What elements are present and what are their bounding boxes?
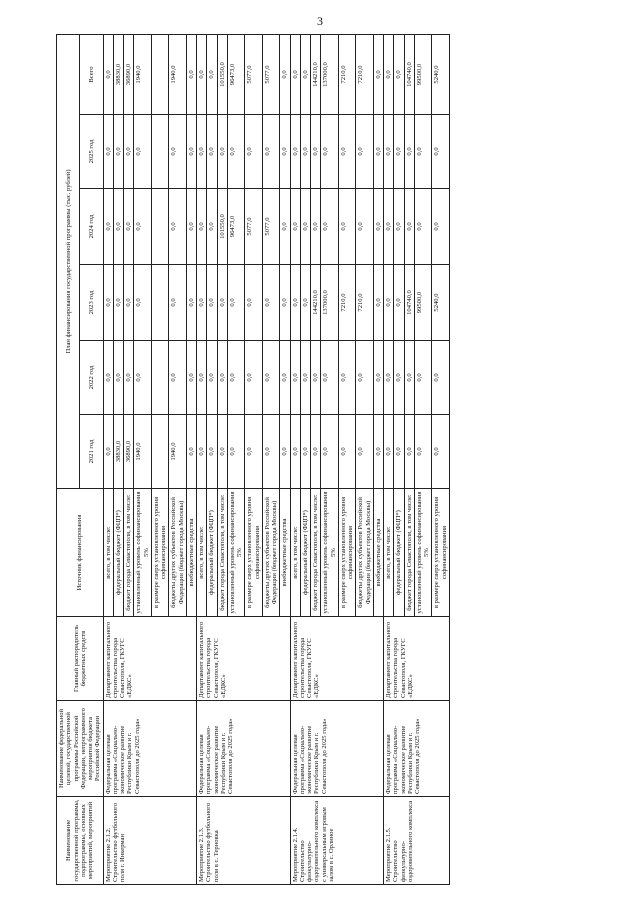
year-value: 0,0 [186, 415, 196, 489]
year-value: 0,0 [245, 341, 263, 415]
year-value: 0,0 [169, 115, 187, 189]
year-value: 0,0 [394, 115, 404, 189]
year-value: 0,0 [124, 341, 134, 415]
total-value: 104740,0 [404, 35, 414, 115]
year-value: 0,0 [186, 265, 196, 341]
financing-source: бюджет города Севастополя, в том числе: [217, 489, 227, 617]
year-value: 0,0 [124, 265, 134, 341]
year-value: 0,0 [404, 189, 414, 265]
financing-source: в размере сверх установленного уровня софинансирования [245, 489, 263, 617]
federal-program: Федеральная целевая программа «Социально-экономическое развитие Республики Крым и г. Севастополя до 2025 года» [103, 701, 197, 797]
year-value: 0,0 [404, 341, 414, 415]
table-header-row [57, 35, 80, 885]
measure-name: Мероприятие 2.1.5. Строительство физкультурно-оздоровительного комплекса [384, 797, 450, 885]
year-value: 0,0 [384, 115, 394, 189]
year-value: 0,0 [103, 341, 113, 415]
year-value [151, 189, 169, 265]
year-value: 0,0 [290, 115, 300, 189]
year-value: 0,0 [113, 265, 123, 341]
year-value: 0,0 [103, 265, 113, 341]
year-value: 7210,0 [338, 265, 356, 341]
measure-name: Мероприятие 2.1.4. Строительство физкультурно-оздоровительного комплекса с универсальным игровым залом в с. Орлиное [290, 797, 384, 885]
year-value: 0,0 [262, 265, 280, 341]
year-value [151, 115, 169, 189]
year-value: 0,0 [394, 341, 404, 415]
year-value: 0,0 [300, 415, 310, 489]
year-value: 0,0 [290, 265, 300, 341]
total-value: 38830,0 [113, 35, 123, 115]
year-value: 0,0 [207, 341, 217, 415]
year-value: 0,0 [103, 415, 113, 489]
year-value: 0,0 [338, 115, 356, 189]
year-value: 0,0 [321, 189, 339, 265]
financing-source: всего, в том числе: [197, 489, 207, 617]
year-value: 0,0 [280, 415, 290, 489]
year-value: 0,0 [414, 115, 432, 189]
year-value: 0,0 [103, 189, 113, 265]
year-value: 0,0 [134, 115, 152, 189]
total-value: 0,0 [197, 35, 207, 115]
header-financing-plan: План финансирования государственной программы (тыс. рублей) [57, 35, 80, 489]
year-value: 0,0 [262, 115, 280, 189]
total-value: 1940,0 [134, 35, 152, 115]
year-value: 0,0 [245, 115, 263, 189]
year-value: 0,0 [311, 115, 321, 189]
financing-source: в размере сверх установленного уровня софинансирования [432, 489, 450, 617]
year-value: 0,0 [134, 341, 152, 415]
year-value: 0,0 [432, 189, 450, 265]
page-number: 3 [317, 14, 323, 28]
financing-source: всего, в том числе: [384, 489, 394, 617]
total-value: 96473,0 [227, 35, 245, 115]
year-value: 0,0 [321, 115, 339, 189]
financing-source: установленный уровень софинансирования 5% [134, 489, 152, 617]
year-value: 0,0 [394, 265, 404, 341]
year-value: 0,0 [186, 115, 196, 189]
year-value: 36890,0 [124, 415, 134, 489]
year-value: 0,0 [227, 415, 245, 489]
total-value: 0,0 [394, 35, 404, 115]
financing-source: федеральный бюджет (ФЦП*) [113, 489, 123, 617]
financing-source: в размере сверх установленного уровня софинансирования [338, 489, 356, 617]
total-value: 5240,0 [432, 35, 450, 115]
year-value [151, 415, 169, 489]
year-value: 0,0 [227, 341, 245, 415]
year-value: 0,0 [290, 189, 300, 265]
total-value: 0,0 [207, 35, 217, 115]
year-value: 0,0 [113, 341, 123, 415]
year-value: 0,0 [217, 265, 227, 341]
year-value: 0,0 [280, 341, 290, 415]
year-value: 0,0 [280, 189, 290, 265]
financing-table-sheet [56, 35, 626, 885]
year-value: 0,0 [197, 415, 207, 489]
year-value: 0,0 [384, 189, 394, 265]
budget-manager: Департамент капитального строительства города Севастополя, ГКУГС «ЕДКС» [384, 617, 450, 701]
year-value: 0,0 [404, 115, 414, 189]
header-total: Всего [80, 35, 103, 115]
year-value: 0,0 [262, 415, 280, 489]
measure-name: Мероприятие 2.1.3. Строительство футбольного поля в с. Терновка [197, 797, 291, 885]
financing-source: федеральный бюджет (ФЦП*) [300, 489, 310, 617]
total-value: 5077,0 [262, 35, 280, 115]
year-value: 0,0 [338, 415, 356, 489]
year-value: 0,0 [197, 265, 207, 341]
budget-manager: Департамент капитального строительства города Севастополя, ГКУГС «ЕДКС» [103, 617, 197, 701]
financing-source: установленный уровень софинансирования 5% [321, 489, 339, 617]
year-value: 0,0 [186, 341, 196, 415]
federal-program: Федеральная целевая программа «Социально-экономическое развитие Республики Крым и г. Севастополя до 2025 года» [290, 701, 384, 797]
table-row [103, 35, 113, 885]
year-value: 0,0 [432, 115, 450, 189]
year-value: 0,0 [217, 115, 227, 189]
header-year: 2023 год [80, 265, 103, 341]
year-value: 0,0 [356, 189, 374, 265]
year-value: 0,0 [404, 415, 414, 489]
year-value: 0,0 [280, 265, 290, 341]
federal-program: Федеральная целевая программа «Социально-экономическое развитие Республики Крым и г. Севастополя до 2025 года» [384, 701, 450, 797]
table-body [103, 35, 449, 885]
financing-table [56, 34, 450, 885]
financing-source: бюджет города Севастополя, в том числе: [404, 489, 414, 617]
year-value: 0,0 [394, 415, 404, 489]
year-value: 0,0 [186, 189, 196, 265]
year-value: 0,0 [300, 341, 310, 415]
total-value: 7210,0 [356, 35, 374, 115]
year-value: 104740,0 [404, 265, 414, 341]
financing-source: внебюджетные средства [186, 489, 196, 617]
total-value [151, 35, 169, 115]
year-value: 0,0 [262, 341, 280, 415]
year-value: 0,0 [103, 115, 113, 189]
financing-source: федеральный бюджет (ФЦП*) [394, 489, 404, 617]
year-value: 0,0 [356, 415, 374, 489]
year-value: 0,0 [207, 265, 217, 341]
year-value: 0,0 [197, 341, 207, 415]
year-value [151, 265, 169, 341]
year-value: 0,0 [356, 115, 374, 189]
total-value: 0,0 [373, 35, 383, 115]
budget-manager: Департамент капитального строительства города Севастополя, ГКУГС «ЕДКС» [290, 617, 384, 701]
year-value: 0,0 [134, 265, 152, 341]
year-value: 144210,0 [311, 265, 321, 341]
financing-source: установленный уровень софинансирования 5% [414, 489, 432, 617]
year-value: 0,0 [311, 415, 321, 489]
year-value: 0,0 [373, 189, 383, 265]
year-value: 0,0 [432, 415, 450, 489]
year-value: 0,0 [356, 341, 374, 415]
year-value: 0,0 [207, 115, 217, 189]
year-value: 0,0 [245, 415, 263, 489]
header-year: 2022 год [80, 341, 103, 415]
table-row [197, 35, 207, 885]
year-value: 0,0 [124, 189, 134, 265]
header-federal-program: Наименование федеральной целевой, государственной программы Российской Федерации, непрограммного мероприятия бюджета Российской Федерации [57, 701, 104, 797]
year-value: 0,0 [394, 189, 404, 265]
year-value: 0,0 [338, 341, 356, 415]
header-name: Наименование государственной программы, подпрограммы, основных мероприятий, мероприятий [57, 797, 104, 885]
year-value: 5240,0 [432, 265, 450, 341]
table-row [384, 35, 394, 885]
year-value: 38830,0 [113, 415, 123, 489]
year-value: 0,0 [113, 189, 123, 265]
year-value: 0,0 [321, 341, 339, 415]
header-financing-source: Источник финансирования [57, 489, 104, 617]
year-value: 0,0 [384, 415, 394, 489]
year-value: 0,0 [414, 415, 432, 489]
total-value: 7210,0 [338, 35, 356, 115]
year-value: 0,0 [169, 265, 187, 341]
financing-source: внебюджетные средства [373, 489, 383, 617]
year-value: 0,0 [207, 415, 217, 489]
year-value: 96473,0 [227, 189, 245, 265]
year-value: 0,0 [338, 189, 356, 265]
year-value: 0,0 [384, 341, 394, 415]
year-value: 0,0 [227, 265, 245, 341]
total-value: 0,0 [290, 35, 300, 115]
year-value: 0,0 [373, 415, 383, 489]
year-value: 0,0 [300, 189, 310, 265]
total-value: 5077,0 [245, 35, 263, 115]
total-value: 0,0 [300, 35, 310, 115]
year-value: 5077,0 [262, 189, 280, 265]
year-value: 0,0 [217, 341, 227, 415]
total-value: 144210,0 [311, 35, 321, 115]
financing-source: бюджеты других субъектов Российской Федерации (бюджет города Москвы) [262, 489, 280, 617]
year-value: 0,0 [207, 189, 217, 265]
year-value: 99500,0 [414, 265, 432, 341]
year-value: 0,0 [311, 341, 321, 415]
year-value: 0,0 [197, 189, 207, 265]
table-row [290, 35, 300, 885]
year-value: 0,0 [290, 415, 300, 489]
year-value: 0,0 [197, 115, 207, 189]
financing-source: бюджеты других субъектов Российской Федерации (бюджет города Москвы) [356, 489, 374, 617]
year-value: 0,0 [280, 115, 290, 189]
year-value: 7210,0 [356, 265, 374, 341]
year-value: 0,0 [113, 115, 123, 189]
financing-source: в размере сверх установленного уровня софинансирования [151, 489, 169, 617]
year-value: 0,0 [290, 341, 300, 415]
total-value: 99500,0 [414, 35, 432, 115]
financing-source: бюджеты других субъектов Российской Федерации (бюджет города Москвы) [169, 489, 187, 617]
year-value: 0,0 [414, 341, 432, 415]
budget-manager: Департамент капитального строительства города Севастополя, ГКУГС «ЕДКС» [197, 617, 291, 701]
header-budget-manager: Главный распорядитель бюджетных средств [57, 617, 104, 701]
total-value: 137000,0 [321, 35, 339, 115]
year-value: 0,0 [373, 265, 383, 341]
year-value: 1940,0 [134, 415, 152, 489]
header-year: 2021 год [80, 415, 103, 489]
year-value: 0,0 [245, 265, 263, 341]
header-year: 2024 год [80, 189, 103, 265]
year-value: 0,0 [384, 265, 394, 341]
year-value [151, 341, 169, 415]
total-value: 36890,0 [124, 35, 134, 115]
total-value: 1940,0 [169, 35, 187, 115]
total-value: 101550,0 [217, 35, 227, 115]
year-value: 0,0 [321, 415, 339, 489]
year-value: 0,0 [373, 341, 383, 415]
financing-source: внебюджетные средства [280, 489, 290, 617]
financing-source: бюджет города Севастополя, в том числе: [311, 489, 321, 617]
year-value: 0,0 [300, 115, 310, 189]
total-value: 0,0 [103, 35, 113, 115]
year-value: 137000,0 [321, 265, 339, 341]
total-value: 0,0 [384, 35, 394, 115]
measure-name: Мероприятие 2.1.2. Строительство футбольного поля г. Инкерман [103, 797, 197, 885]
year-value: 5077,0 [245, 189, 263, 265]
year-value: 0,0 [300, 265, 310, 341]
financing-source: всего, в том числе: [103, 489, 113, 617]
year-value: 0,0 [414, 189, 432, 265]
year-value: 0,0 [124, 115, 134, 189]
year-value: 1940,0 [169, 415, 187, 489]
year-value: 0,0 [217, 415, 227, 489]
year-value: 0,0 [169, 341, 187, 415]
year-value: 0,0 [134, 189, 152, 265]
financing-source: установленный уровень софинансирования 5% [227, 489, 245, 617]
year-value: 101550,0 [217, 189, 227, 265]
year-value: 0,0 [373, 115, 383, 189]
header-year: 2025 год [80, 115, 103, 189]
year-value: 0,0 [432, 341, 450, 415]
year-value: 0,0 [227, 115, 245, 189]
financing-source: федеральный бюджет (ФЦП*) [207, 489, 217, 617]
federal-program: Федеральная целевая программа «Социально-экономическое развитие Республики Крым и г. Севастополя до 2025 года» [197, 701, 291, 797]
financing-source: всего, в том числе: [290, 489, 300, 617]
year-value: 0,0 [311, 189, 321, 265]
financing-source: бюджет города Севастополя, в том числе: [124, 489, 134, 617]
total-value: 0,0 [280, 35, 290, 115]
total-value: 0,0 [186, 35, 196, 115]
year-value: 0,0 [169, 189, 187, 265]
